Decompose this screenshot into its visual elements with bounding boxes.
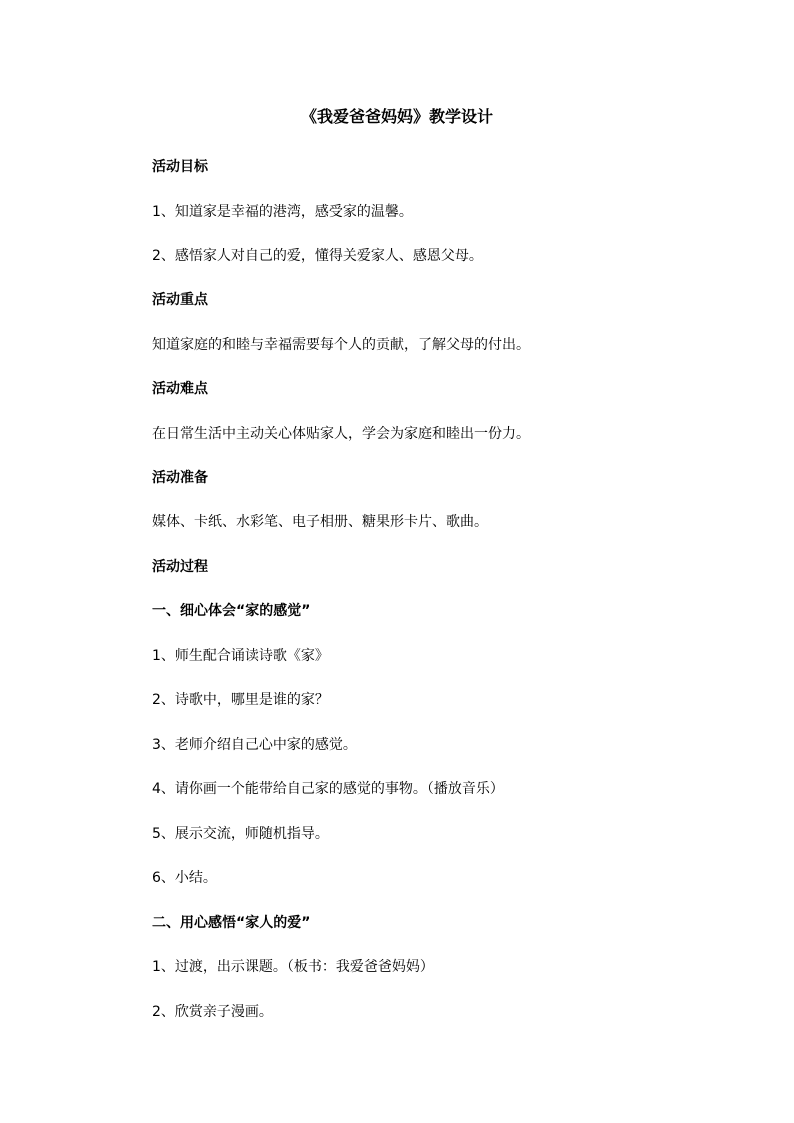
part1-item-4: 4、请你画一个能带给自己家的感觉的事物。（播放音乐） — [152, 781, 504, 797]
part1-item-1: 1、师生配合诵读诗歌《家》 — [152, 648, 329, 664]
part1-item-6: 6、小结。 — [152, 870, 217, 886]
difficulty-text: 在日常生活中主动关心体贴家人，学会为家庭和睦出一份力。 — [152, 426, 530, 442]
preparation-heading: 活动准备 — [152, 470, 208, 486]
part2-item-2: 2、欣赏亲子漫画。 — [152, 1004, 273, 1020]
document-title: 《我爱爸爸妈妈》教学设计 — [300, 107, 493, 126]
part1-heading: 一、细心体会“家的感觉” — [152, 603, 311, 619]
part2-heading: 二、用心感悟“家人的爱” — [152, 915, 311, 931]
goals-heading: 活动目标 — [152, 159, 208, 175]
part2-item-1: 1、过渡，出示课题。（板书：我爱爸爸妈妈） — [152, 959, 434, 975]
key-point-text: 知道家庭的和睦与幸福需要每个人的贡献，了解父母的付出。 — [152, 337, 530, 353]
difficulty-heading: 活动难点 — [152, 381, 208, 397]
preparation-text: 媒体、卡纸、水彩笔、电子相册、糖果形卡片、歌曲。 — [152, 514, 488, 530]
goal-item-2: 2、感悟家人对自己的爱，懂得关爱家人、感恩父母。 — [152, 248, 483, 264]
process-heading: 活动过程 — [152, 559, 208, 575]
key-point-heading: 活动重点 — [152, 292, 208, 308]
part1-item-5: 5、展示交流，师随机指导。 — [152, 826, 329, 842]
goal-item-1: 1、知道家是幸福的港湾，感受家的温馨。 — [152, 204, 413, 220]
part1-item-2: 2、诗歌中，哪里是谁的家？ — [152, 692, 329, 708]
part1-item-3: 3、老师介绍自己心中家的感觉。 — [152, 737, 357, 753]
